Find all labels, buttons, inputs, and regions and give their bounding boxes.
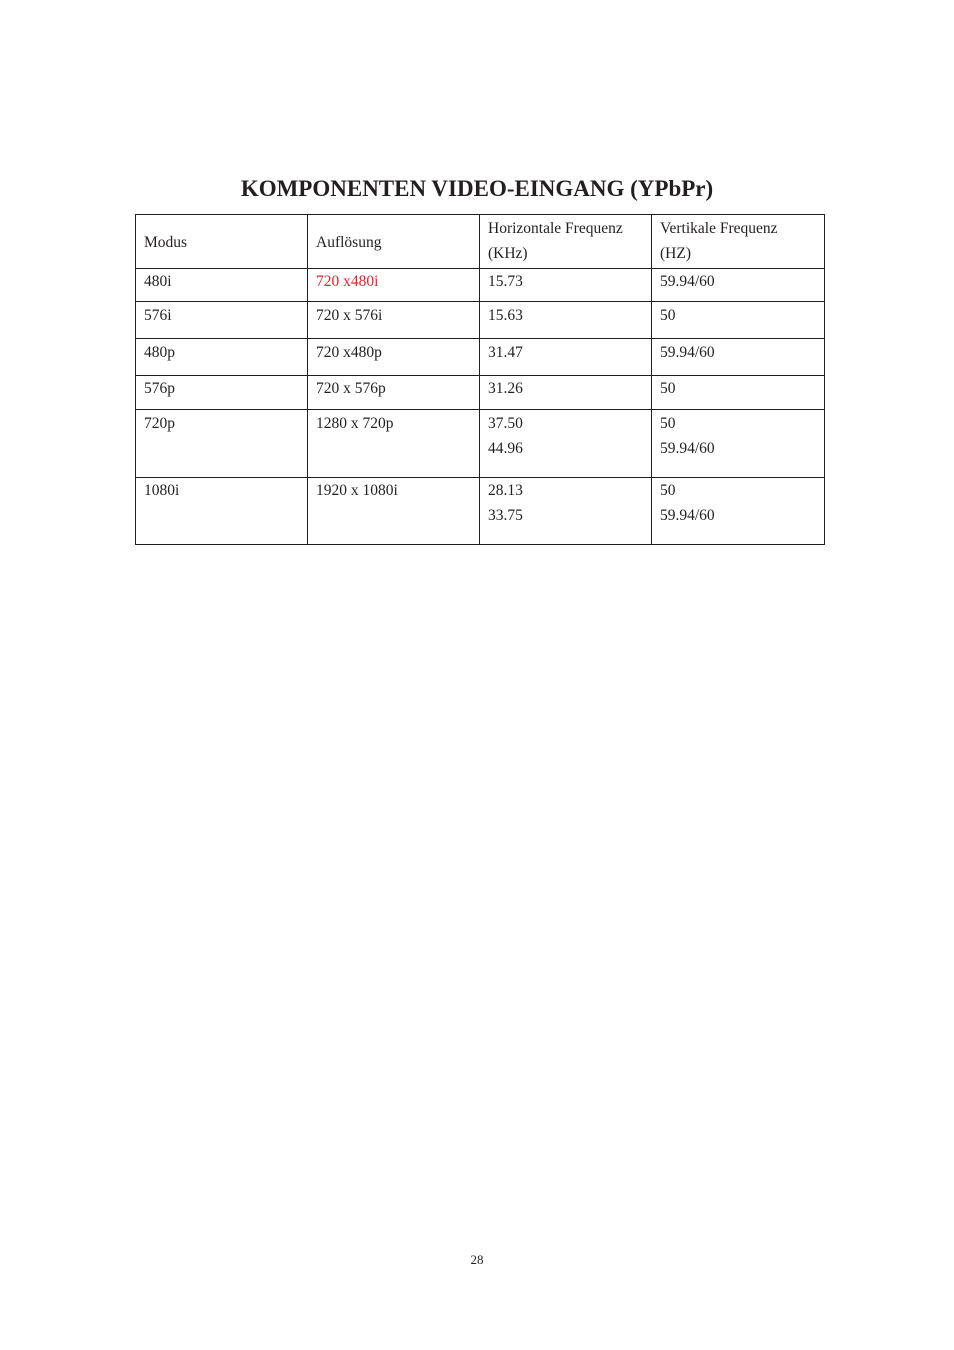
cell-vfreq: 59.94/60 bbox=[652, 339, 825, 376]
header-vfreq-label bbox=[660, 216, 816, 241]
header-hfreq-label: Horizontale Frequenz bbox=[488, 220, 623, 237]
table-row bbox=[136, 269, 825, 302]
cell-vfreq-value: 59.94/60 bbox=[660, 440, 715, 457]
cell-vfreq-value: 59.94/60 bbox=[660, 507, 715, 524]
header-mode: Modus bbox=[136, 215, 308, 269]
cell-mode: 480i bbox=[136, 269, 308, 302]
table-row bbox=[136, 339, 825, 376]
cell-mode: 576i bbox=[136, 302, 308, 339]
table-row bbox=[136, 302, 825, 339]
header-resolution: Auflösung bbox=[308, 215, 480, 269]
resolution-table bbox=[135, 214, 825, 545]
page-title: KOMPONENTEN VIDEO-EINGANG (YPbPr) bbox=[240, 176, 714, 201]
cell-mode: 576p bbox=[136, 376, 308, 410]
page-number: 28 bbox=[470, 1252, 484, 1267]
cell-vfreq: 59.94/60 bbox=[652, 269, 825, 302]
header-horizontal-frequency bbox=[480, 215, 652, 269]
cell-hfreq: 31.26 bbox=[480, 376, 652, 410]
table-header-row bbox=[136, 215, 825, 269]
cell-vfreq bbox=[652, 410, 825, 478]
cell-resolution: 1920 x 1080i bbox=[308, 478, 480, 545]
header-vertical-frequency bbox=[652, 215, 825, 269]
table-row bbox=[136, 376, 825, 410]
cell-hfreq: 15.63 bbox=[480, 302, 652, 339]
table-row bbox=[136, 478, 825, 545]
table-row bbox=[136, 410, 825, 478]
cell-hfreq-value: 37.50 bbox=[488, 415, 523, 432]
cell-hfreq: 15.73 bbox=[480, 269, 652, 302]
cell-vfreq: 50 bbox=[652, 302, 825, 339]
cell-resolution: 720 x 576i bbox=[308, 302, 480, 339]
cell-mode: 1080i bbox=[136, 478, 308, 545]
cell-vfreq bbox=[652, 478, 825, 545]
cell-hfreq-value: 28.13 bbox=[488, 482, 523, 499]
cell-mode: 480p bbox=[136, 339, 308, 376]
cell-resolution: 720 x480i bbox=[308, 269, 480, 302]
cell-hfreq: 31.47 bbox=[480, 339, 652, 376]
cell-mode: 720p bbox=[136, 410, 308, 478]
cell-resolution: 1280 x 720p bbox=[308, 410, 480, 478]
cell-hfreq bbox=[480, 410, 652, 478]
cell-resolution: 720 x 576p bbox=[308, 376, 480, 410]
header-vfreq-word1: Vertikale bbox=[660, 220, 716, 237]
cell-hfreq-value: 44.96 bbox=[488, 440, 523, 457]
header-hfreq-unit: (KHz) bbox=[488, 245, 528, 262]
cell-vfreq-value: 50 bbox=[660, 482, 676, 499]
cell-hfreq bbox=[480, 478, 652, 545]
cell-hfreq-value: 33.75 bbox=[488, 507, 523, 524]
cell-resolution: 720 x480p bbox=[308, 339, 480, 376]
header-vfreq-unit: (HZ) bbox=[660, 245, 691, 262]
header-vfreq-word2: Frequenz bbox=[719, 220, 778, 237]
cell-vfreq-value: 50 bbox=[660, 415, 676, 432]
cell-vfreq: 50 bbox=[652, 376, 825, 410]
